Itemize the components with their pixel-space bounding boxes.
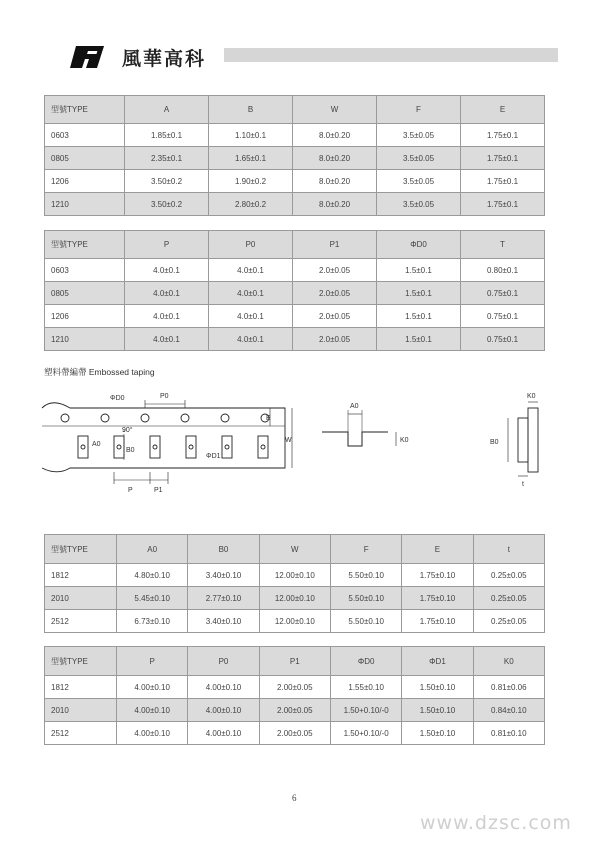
table-row [45, 722, 545, 745]
table-row [45, 676, 545, 699]
type-cell: 0603 [45, 259, 125, 282]
label-k0-section: K0 [400, 437, 409, 444]
type-cell: 2512 [45, 722, 117, 745]
column-header: E [402, 535, 473, 564]
value-cell: 4.0±0.1 [209, 259, 293, 282]
label-d1: ΦD1 [206, 453, 221, 460]
page-number: 6 [292, 793, 297, 803]
value-cell: 0.84±0.10 [473, 699, 544, 722]
column-header: 型號TYPE [45, 231, 125, 259]
table-row [45, 259, 545, 282]
type-cell: 1206 [45, 170, 125, 193]
value-cell: 1.75±0.10 [402, 610, 473, 633]
label-d0: ΦD0 [110, 395, 125, 402]
value-cell: 4.00±0.10 [188, 722, 259, 745]
value-cell: 12.00±0.10 [259, 587, 330, 610]
value-cell: 4.00±0.10 [188, 676, 259, 699]
page-header [40, 40, 560, 70]
value-cell: 4.0±0.1 [209, 328, 293, 351]
value-cell: 1.50+0.10/-0 [330, 699, 401, 722]
value-cell: 2.80±0.2 [209, 193, 293, 216]
table-row [45, 147, 545, 170]
label-e: E [266, 415, 271, 422]
table-header-row [45, 535, 545, 564]
value-cell: 4.0±0.1 [125, 259, 209, 282]
value-cell: 0.75±0.1 [461, 282, 545, 305]
value-cell: 4.80±0.10 [117, 564, 188, 587]
column-header: T [461, 231, 545, 259]
value-cell: 5.50±0.10 [330, 610, 401, 633]
value-cell: 2.00±0.05 [259, 722, 330, 745]
table-row [45, 282, 545, 305]
table-header-row [45, 231, 545, 259]
value-cell: 2.0±0.05 [293, 328, 377, 351]
column-header: P [125, 231, 209, 259]
column-header: F [377, 96, 461, 124]
value-cell: 2.77±0.10 [188, 587, 259, 610]
label-w: W [285, 437, 292, 444]
label-p: P [128, 487, 133, 494]
value-cell: 1.50±0.10 [402, 676, 473, 699]
type-cell: 1812 [45, 676, 117, 699]
value-cell: 4.0±0.1 [209, 305, 293, 328]
label-a0-section: A0 [350, 403, 359, 410]
type-cell: 1210 [45, 193, 125, 216]
type-cell: 2512 [45, 610, 117, 633]
value-cell: 5.50±0.10 [330, 564, 401, 587]
value-cell: 1.75±0.1 [461, 193, 545, 216]
type-cell: 2010 [45, 587, 117, 610]
value-cell: 1.5±0.1 [377, 328, 461, 351]
value-cell: 1.85±0.1 [125, 124, 209, 147]
dimension-table-4 [44, 646, 545, 745]
value-cell: 4.00±0.10 [188, 699, 259, 722]
value-cell: 8.0±0.20 [293, 124, 377, 147]
fh-logo-icon [70, 46, 104, 68]
value-cell: 4.00±0.10 [117, 676, 188, 699]
value-cell: 2.0±0.05 [293, 305, 377, 328]
column-header: ΦD1 [402, 647, 473, 676]
embossed-taping-diagram [30, 380, 570, 500]
value-cell: 1.55±0.10 [330, 676, 401, 699]
value-cell: 5.50±0.10 [330, 587, 401, 610]
value-cell: 1.75±0.1 [461, 124, 545, 147]
table-row [45, 610, 545, 633]
label-a0: A0 [92, 441, 101, 448]
column-header: 型號TYPE [45, 647, 117, 676]
table-row [45, 193, 545, 216]
column-header: W [293, 96, 377, 124]
value-cell: 3.50±0.2 [125, 170, 209, 193]
column-header: F [330, 535, 401, 564]
value-cell: 0.75±0.1 [461, 305, 545, 328]
value-cell: 3.5±0.05 [377, 193, 461, 216]
type-cell: 1210 [45, 328, 125, 351]
value-cell: 1.65±0.1 [209, 147, 293, 170]
column-header: K0 [473, 647, 544, 676]
value-cell: 5.45±0.10 [117, 587, 188, 610]
column-header: P0 [209, 231, 293, 259]
value-cell: 1.50±0.10 [402, 699, 473, 722]
column-header: P0 [188, 647, 259, 676]
value-cell: 4.0±0.1 [209, 282, 293, 305]
value-cell: 2.0±0.05 [293, 259, 377, 282]
label-k0-side: K0 [527, 393, 536, 400]
value-cell: 3.5±0.05 [377, 147, 461, 170]
value-cell: 0.75±0.1 [461, 328, 545, 351]
value-cell: 8.0±0.20 [293, 193, 377, 216]
value-cell: 1.5±0.1 [377, 259, 461, 282]
type-cell: 0603 [45, 124, 125, 147]
value-cell: 2.00±0.05 [259, 699, 330, 722]
table-row [45, 564, 545, 587]
column-header: P1 [259, 647, 330, 676]
value-cell: 12.00±0.10 [259, 564, 330, 587]
label-angle: 90° [122, 427, 133, 434]
value-cell: 4.00±0.10 [117, 722, 188, 745]
value-cell: 0.81±0.10 [473, 722, 544, 745]
value-cell: 0.80±0.1 [461, 259, 545, 282]
label-p0: P0 [160, 393, 169, 400]
value-cell: 4.0±0.1 [125, 305, 209, 328]
table-header-row [45, 647, 545, 676]
value-cell: 4.0±0.1 [125, 282, 209, 305]
value-cell: 6.73±0.10 [117, 610, 188, 633]
value-cell: 12.00±0.10 [259, 610, 330, 633]
column-header: E [461, 96, 545, 124]
type-cell: 0805 [45, 147, 125, 170]
value-cell: 2.0±0.05 [293, 282, 377, 305]
column-header: P [117, 647, 188, 676]
table-row [45, 305, 545, 328]
dimension-table-3 [44, 534, 545, 633]
value-cell: 8.0±0.20 [293, 147, 377, 170]
column-header: B0 [188, 535, 259, 564]
value-cell: 1.75±0.1 [461, 170, 545, 193]
column-header: W [259, 535, 330, 564]
column-header: P1 [293, 231, 377, 259]
header-bar [224, 48, 558, 62]
table-header-row [45, 96, 545, 124]
column-header: ΦD0 [330, 647, 401, 676]
brand-name: 風華高科 [122, 48, 207, 70]
value-cell: 1.75±0.10 [402, 587, 473, 610]
section-title: 塑料帶編帶 Embossed taping [44, 367, 155, 377]
dimension-table-1 [44, 95, 545, 216]
value-cell: 3.40±0.10 [188, 610, 259, 633]
value-cell: 1.10±0.1 [209, 124, 293, 147]
label-p1: P1 [154, 487, 163, 494]
value-cell: 3.50±0.2 [125, 193, 209, 216]
table-row [45, 124, 545, 147]
column-header: A0 [117, 535, 188, 564]
type-cell: 2010 [45, 699, 117, 722]
type-cell: 1812 [45, 564, 117, 587]
column-header: 型號TYPE [45, 535, 117, 564]
type-cell: 0805 [45, 282, 125, 305]
value-cell: 1.5±0.1 [377, 282, 461, 305]
column-header: A [125, 96, 209, 124]
value-cell: 0.25±0.05 [473, 610, 544, 633]
value-cell: 1.90±0.2 [209, 170, 293, 193]
value-cell: 4.0±0.1 [125, 328, 209, 351]
column-header: 型號TYPE [45, 96, 125, 124]
value-cell: 8.0±0.20 [293, 170, 377, 193]
value-cell: 1.5±0.1 [377, 305, 461, 328]
value-cell: 0.25±0.05 [473, 564, 544, 587]
column-header: t [473, 535, 544, 564]
value-cell: 2.00±0.05 [259, 676, 330, 699]
value-cell: 3.5±0.05 [377, 170, 461, 193]
label-t: t [522, 481, 524, 488]
value-cell: 1.75±0.1 [461, 147, 545, 170]
label-b0-side: B0 [490, 439, 499, 446]
value-cell: 3.5±0.05 [377, 124, 461, 147]
type-cell: 1206 [45, 305, 125, 328]
dimension-table-2 [44, 230, 545, 351]
value-cell: 1.50+0.10/-0 [330, 722, 401, 745]
label-b0: B0 [126, 447, 135, 454]
column-header: ΦD0 [377, 231, 461, 259]
value-cell: 2.35±0.1 [125, 147, 209, 170]
table-row [45, 170, 545, 193]
value-cell: 3.40±0.10 [188, 564, 259, 587]
watermark: www.dzsc.com [420, 812, 572, 834]
value-cell: 0.25±0.05 [473, 587, 544, 610]
table-row [45, 699, 545, 722]
table-row [45, 328, 545, 351]
value-cell: 4.00±0.10 [117, 699, 188, 722]
value-cell: 1.50±0.10 [402, 722, 473, 745]
value-cell: 1.75±0.10 [402, 564, 473, 587]
table-row [45, 587, 545, 610]
column-header: B [209, 96, 293, 124]
value-cell: 0.81±0.06 [473, 676, 544, 699]
